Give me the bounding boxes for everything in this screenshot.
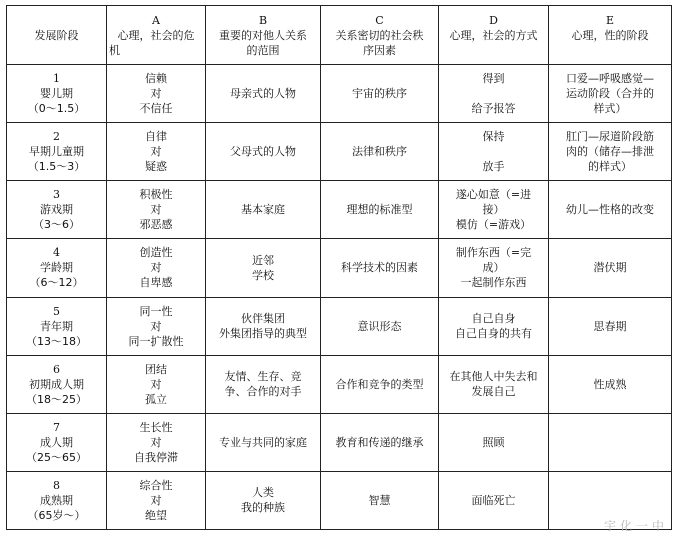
cell-text-line: 照顾 bbox=[482, 435, 505, 449]
stage-number: 7 bbox=[53, 420, 60, 434]
cell-col-e bbox=[549, 239, 672, 297]
cell-col-e bbox=[549, 355, 672, 413]
cell-text-line: 友情、生存、竞 bbox=[224, 370, 302, 384]
cell-text-line: 模仿（=游戏） bbox=[455, 218, 532, 232]
col-b-title-1: 重要的对他人关系 bbox=[219, 28, 307, 42]
cell-text-line: 近邻 bbox=[252, 253, 274, 267]
cell-text-line: 在其他人中失去和 bbox=[449, 370, 538, 384]
cell-col-e bbox=[549, 123, 672, 181]
cell-col-c bbox=[321, 355, 439, 413]
cell-text-line: 父母式的人物 bbox=[230, 145, 296, 159]
cell-text-line: 保持 bbox=[482, 130, 505, 144]
cell-text-line: 学校 bbox=[252, 268, 274, 282]
cell-col-a bbox=[107, 239, 206, 297]
stage-name: 婴儿期 bbox=[40, 87, 73, 101]
cell-col-b bbox=[206, 181, 321, 239]
cell-col-b bbox=[206, 239, 321, 297]
header-row bbox=[7, 6, 672, 65]
cell-text-line: 对 bbox=[150, 493, 162, 507]
stage-number: 6 bbox=[53, 362, 60, 376]
cell-text-line bbox=[441, 86, 546, 101]
cell-text-line: 合作和竞争的类型 bbox=[335, 377, 424, 391]
stage-cell bbox=[7, 181, 107, 239]
cell-text-line: 遂心如意（=进 bbox=[455, 188, 532, 202]
stage-age-range: （0～1.5） bbox=[27, 102, 86, 116]
stage-number: 4 bbox=[53, 246, 60, 260]
cell-text-line: 对 bbox=[150, 145, 162, 159]
stage-name: 成熟期 bbox=[40, 493, 73, 507]
cell-text-line: 邪恶感 bbox=[139, 218, 173, 232]
cell-text-line: 母亲式的人物 bbox=[230, 87, 296, 101]
col-e-title: 心理，性的阶段 bbox=[571, 28, 649, 42]
stage-number: 1 bbox=[53, 72, 60, 86]
cell-col-e bbox=[549, 413, 672, 471]
cell-text-line: 智慧 bbox=[368, 493, 391, 507]
cell-text-line: 基本家庭 bbox=[241, 203, 285, 217]
cell-text-line: 肛门—尿道阶段筋 bbox=[566, 130, 654, 144]
col-a-letter: A bbox=[152, 13, 160, 27]
col-a-title-2: 机 bbox=[109, 43, 120, 57]
cell-text-line: 团结 bbox=[145, 362, 167, 376]
cell-text-line bbox=[441, 144, 546, 159]
cell-text-line: 不信任 bbox=[139, 102, 173, 116]
cell-col-c bbox=[321, 65, 439, 123]
cell-text-line: 制作东西（=完 bbox=[455, 246, 532, 260]
cell-text-line: 对 bbox=[150, 319, 162, 333]
col-b-letter: B bbox=[258, 13, 268, 27]
cell-col-d bbox=[439, 239, 549, 297]
cell-text-line: 绝望 bbox=[145, 508, 167, 522]
cell-text-line: 对 bbox=[150, 435, 162, 449]
cell-col-c bbox=[321, 123, 439, 181]
cell-col-e bbox=[549, 65, 672, 123]
cell-text-line: 性成熟 bbox=[593, 377, 627, 391]
stage-row bbox=[7, 65, 672, 123]
cell-col-a bbox=[107, 355, 206, 413]
cell-text-line: 成） bbox=[482, 261, 505, 275]
cell-col-a bbox=[107, 65, 206, 123]
stage-age-range: （65岁～） bbox=[27, 508, 86, 522]
stage-row bbox=[7, 471, 672, 529]
header-col-e bbox=[549, 6, 672, 65]
stage-cell bbox=[7, 471, 107, 529]
cell-col-b bbox=[206, 297, 321, 355]
cell-col-b bbox=[206, 123, 321, 181]
cell-text-line: 的样式） bbox=[588, 160, 632, 174]
cell-col-a bbox=[107, 471, 206, 529]
cell-text-line: 对 bbox=[150, 203, 162, 217]
stage-cell bbox=[7, 413, 107, 471]
stage-cell bbox=[7, 239, 107, 297]
cell-text-line: 发展自己 bbox=[471, 385, 516, 399]
cell-text-line: 孤立 bbox=[145, 392, 167, 406]
header-stage: 发展阶段 bbox=[7, 6, 107, 65]
cell-text-line: 自律 bbox=[145, 130, 167, 144]
cell-col-e bbox=[549, 297, 672, 355]
cell-text-line: 我的种族 bbox=[241, 501, 285, 515]
col-d-title: 心理，社会的方式 bbox=[449, 28, 538, 42]
stage-name: 学龄期 bbox=[40, 261, 73, 275]
cell-text-line: 给予报答 bbox=[471, 102, 516, 116]
stage-cell bbox=[7, 297, 107, 355]
table-body bbox=[7, 6, 672, 530]
header-col-d bbox=[439, 6, 549, 65]
cell-text-line: 理想的标准型 bbox=[346, 203, 413, 217]
cell-text-line: 同一扩散性 bbox=[128, 334, 184, 348]
col-c-title-1: 关系密切的社会秩 bbox=[335, 28, 424, 42]
cell-text-line: 对 bbox=[150, 87, 162, 101]
cell-col-a bbox=[107, 297, 206, 355]
stage-name: 青年期 bbox=[40, 319, 73, 333]
stage-cell bbox=[7, 355, 107, 413]
stage-row bbox=[7, 123, 672, 181]
cell-col-c bbox=[321, 297, 439, 355]
cell-text-line: 思春期 bbox=[593, 319, 627, 333]
cell-col-c bbox=[321, 181, 439, 239]
cell-text-line: 信赖 bbox=[145, 72, 167, 86]
cell-col-c bbox=[321, 471, 439, 529]
watermark-text: 宇化一中 bbox=[604, 519, 669, 533]
stage-number: 8 bbox=[53, 478, 60, 492]
stage-row bbox=[7, 413, 672, 471]
cell-col-d bbox=[439, 123, 549, 181]
cell-text-line: 接） bbox=[482, 203, 505, 217]
cell-text-line: 科学技术的因素 bbox=[341, 261, 418, 275]
stage-number: 5 bbox=[53, 304, 60, 318]
cell-col-e bbox=[549, 181, 672, 239]
cell-col-b bbox=[206, 355, 321, 413]
col-c-title-2: 序因素 bbox=[363, 43, 396, 57]
cell-col-d bbox=[439, 181, 549, 239]
cell-text-line: 人类 bbox=[252, 486, 274, 500]
cell-col-b bbox=[206, 471, 321, 529]
cell-text-line: 肉的（储存—排泄 bbox=[566, 145, 654, 159]
cell-text-line: 自卑感 bbox=[139, 276, 173, 290]
header-col-b bbox=[206, 6, 321, 65]
stage-age-range: （25～65） bbox=[26, 450, 87, 464]
stage-age-range: （1.5～3） bbox=[27, 160, 86, 174]
cell-col-a bbox=[107, 181, 206, 239]
cell-text-line: 对 bbox=[150, 377, 162, 391]
cell-text-line: 自己自身的共有 bbox=[455, 327, 532, 341]
cell-col-c bbox=[321, 239, 439, 297]
cell-col-b bbox=[206, 413, 321, 471]
stage-number: 3 bbox=[53, 188, 60, 202]
cell-col-d bbox=[439, 355, 549, 413]
cell-text-line: 幼儿—性格的改变 bbox=[566, 203, 654, 217]
cell-text-line: 伙伴集团 bbox=[241, 312, 285, 326]
cell-text-line: 争、合作的对手 bbox=[224, 385, 302, 399]
col-c-letter: C bbox=[375, 13, 384, 27]
cell-col-c bbox=[321, 413, 439, 471]
cell-text-line: 积极性 bbox=[139, 188, 173, 202]
cell-col-a bbox=[107, 413, 206, 471]
stage-cell bbox=[7, 123, 107, 181]
cell-text-line: 放手 bbox=[482, 160, 505, 174]
stage-number: 2 bbox=[53, 130, 60, 144]
cell-text-line: 自己自身 bbox=[471, 312, 516, 326]
stage-age-range: （18～25） bbox=[26, 392, 87, 406]
stage-age-range: （13～18） bbox=[26, 334, 87, 348]
cell-text-line: 口爱—呼吸感觉— bbox=[566, 72, 654, 86]
cell-col-d bbox=[439, 297, 549, 355]
col-b-title-2: 的范围 bbox=[246, 43, 280, 57]
cell-text-line: 创造性 bbox=[139, 246, 173, 260]
cell-text-line: 一起制作东西 bbox=[460, 276, 527, 290]
cell-col-d bbox=[439, 413, 549, 471]
cell-text-line: 潜伏期 bbox=[593, 261, 627, 275]
col-a-title-1: 心理，社会的危 bbox=[117, 28, 195, 42]
cell-text-line: 综合性 bbox=[139, 478, 173, 492]
cell-col-b bbox=[206, 65, 321, 123]
stage-row bbox=[7, 239, 672, 297]
cell-text-line: 意识形态 bbox=[357, 319, 402, 333]
cell-col-a bbox=[107, 123, 206, 181]
cell-text-line: 生长性 bbox=[139, 420, 173, 434]
cell-text-line: 样式） bbox=[593, 102, 627, 116]
cell-text-line: 对 bbox=[150, 261, 162, 275]
col-d-letter: D bbox=[489, 13, 498, 27]
cell-text-line: 专业与共同的家庭 bbox=[219, 435, 307, 449]
cell-text-line: 外集团指导的典型 bbox=[219, 327, 307, 341]
stage-name: 游戏期 bbox=[40, 203, 73, 217]
cell-text-line: 疑惑 bbox=[145, 160, 167, 174]
cell-text-line: 法律和秩序 bbox=[352, 145, 407, 159]
stage-age-range: （3～6） bbox=[33, 218, 80, 232]
stage-age-range: （6～12） bbox=[29, 276, 84, 290]
stage-name: 成人期 bbox=[40, 435, 73, 449]
stage-name: 初期成人期 bbox=[29, 377, 84, 391]
stage-name: 早期儿童期 bbox=[29, 145, 84, 159]
stage-row bbox=[7, 181, 672, 239]
cell-text-line: 运动阶段（合并的 bbox=[566, 87, 654, 101]
header-col-c bbox=[321, 6, 439, 65]
cell-text-line: 自我停滞 bbox=[134, 450, 178, 464]
cell-text-line: 宇宙的秩序 bbox=[352, 87, 407, 101]
stage-row bbox=[7, 297, 672, 355]
cell-text-line: 同一性 bbox=[139, 304, 173, 318]
header-col-a bbox=[107, 6, 206, 65]
cell-text-line: 教育和传递的继承 bbox=[335, 435, 424, 449]
cell-col-d bbox=[439, 471, 549, 529]
development-stages-table bbox=[6, 5, 672, 530]
cell-col-d bbox=[439, 65, 549, 123]
stage-cell bbox=[7, 65, 107, 123]
cell-text-line: 得到 bbox=[482, 72, 505, 86]
stage-row bbox=[7, 355, 672, 413]
col-e-letter: E bbox=[605, 13, 615, 27]
cell-text-line: 面临死亡 bbox=[471, 493, 516, 507]
